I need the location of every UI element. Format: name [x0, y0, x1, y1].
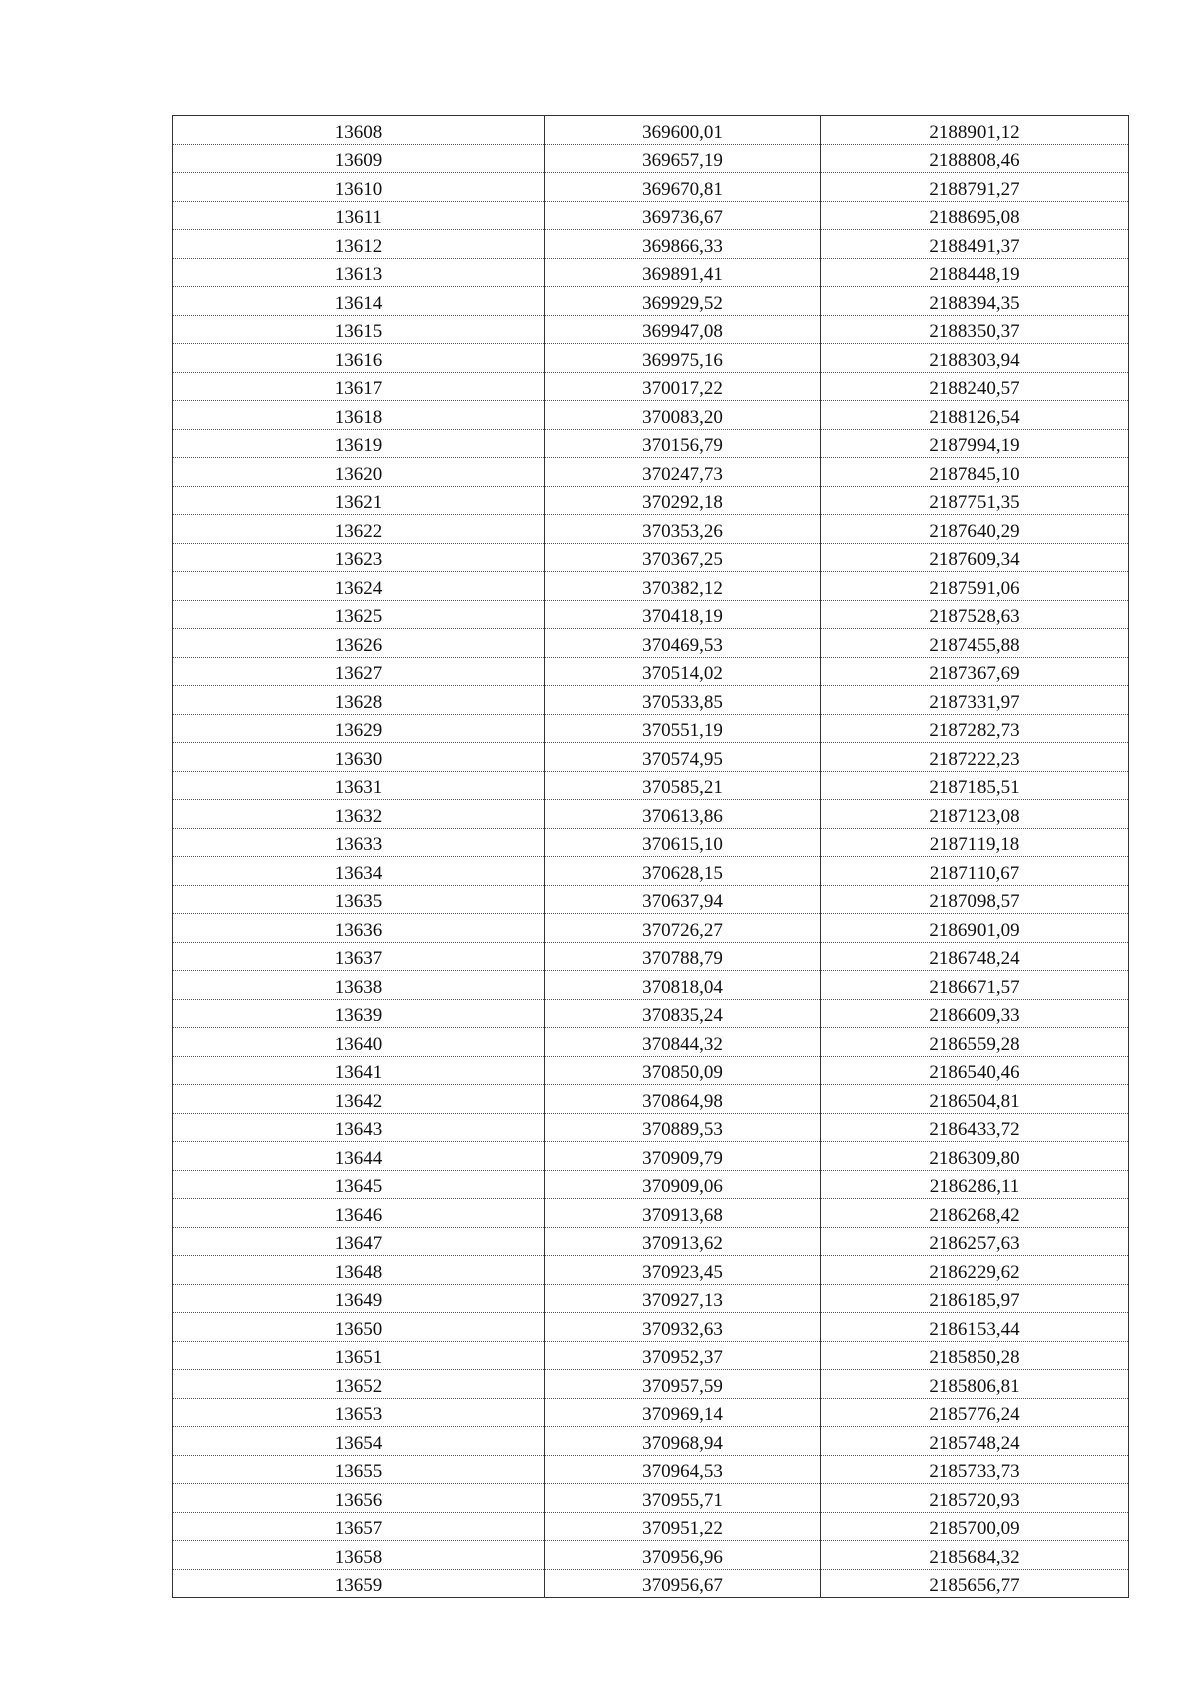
y-coordinate-cell: 2188394,35 [821, 287, 1129, 316]
x-coordinate-cell: 369670,81 [545, 173, 821, 202]
table-row [173, 258, 1129, 287]
table-row [173, 914, 1129, 943]
point-number-cell: 13626 [173, 629, 545, 658]
y-coordinate-cell: 2188491,37 [821, 230, 1129, 259]
point-number-cell: 13611 [173, 201, 545, 230]
point-number-cell: 13615 [173, 315, 545, 344]
point-number-cell: 13657 [173, 1512, 545, 1541]
y-coordinate-cell: 2187845,10 [821, 458, 1129, 487]
y-coordinate-cell: 2186309,80 [821, 1142, 1129, 1171]
x-coordinate-cell: 370367,25 [545, 543, 821, 572]
x-coordinate-cell: 370864,98 [545, 1085, 821, 1114]
point-number-cell: 13638 [173, 971, 545, 1000]
table-row [173, 1256, 1129, 1285]
table-row [173, 1484, 1129, 1513]
point-number-cell: 13654 [173, 1427, 545, 1456]
table-row [173, 971, 1129, 1000]
x-coordinate-cell: 370382,12 [545, 572, 821, 601]
y-coordinate-cell: 2188303,94 [821, 344, 1129, 373]
x-coordinate-cell: 370247,73 [545, 458, 821, 487]
table-row [173, 1370, 1129, 1399]
point-number-cell: 13633 [173, 828, 545, 857]
table-row [173, 600, 1129, 629]
table-row [173, 572, 1129, 601]
table-row [173, 543, 1129, 572]
x-coordinate-cell: 370613,86 [545, 800, 821, 829]
table-row [173, 885, 1129, 914]
table-row [173, 1199, 1129, 1228]
y-coordinate-cell: 2187119,18 [821, 828, 1129, 857]
y-coordinate-cell: 2186286,11 [821, 1170, 1129, 1199]
table-row [173, 743, 1129, 772]
table-row [173, 686, 1129, 715]
y-coordinate-cell: 2187123,08 [821, 800, 1129, 829]
point-number-cell: 13614 [173, 287, 545, 316]
x-coordinate-cell: 370418,19 [545, 600, 821, 629]
table-row [173, 1455, 1129, 1484]
y-coordinate-cell: 2185748,24 [821, 1427, 1129, 1456]
y-coordinate-cell: 2186901,09 [821, 914, 1129, 943]
y-coordinate-cell: 2187222,23 [821, 743, 1129, 772]
y-coordinate-cell: 2186559,28 [821, 1028, 1129, 1057]
x-coordinate-cell: 369975,16 [545, 344, 821, 373]
y-coordinate-cell: 2185684,32 [821, 1541, 1129, 1570]
x-coordinate-cell: 369866,33 [545, 230, 821, 259]
x-coordinate-cell: 369947,08 [545, 315, 821, 344]
point-number-cell: 13634 [173, 857, 545, 886]
table-row [173, 1170, 1129, 1199]
x-coordinate-cell: 369929,52 [545, 287, 821, 316]
y-coordinate-cell: 2185656,77 [821, 1569, 1129, 1598]
table-row [173, 372, 1129, 401]
y-coordinate-cell: 2185850,28 [821, 1341, 1129, 1370]
point-number-cell: 13621 [173, 486, 545, 515]
y-coordinate-cell: 2186433,72 [821, 1113, 1129, 1142]
x-coordinate-cell: 370469,53 [545, 629, 821, 658]
table-row [173, 714, 1129, 743]
table-row [173, 458, 1129, 487]
x-coordinate-cell: 369891,41 [545, 258, 821, 287]
y-coordinate-cell: 2185720,93 [821, 1484, 1129, 1513]
table-row [173, 401, 1129, 430]
table-row [173, 1142, 1129, 1171]
table-row [173, 515, 1129, 544]
point-number-cell: 13619 [173, 429, 545, 458]
point-number-cell: 13636 [173, 914, 545, 943]
x-coordinate-cell: 370957,59 [545, 1370, 821, 1399]
point-number-cell: 13618 [173, 401, 545, 430]
table-row [173, 1113, 1129, 1142]
table-row [173, 1284, 1129, 1313]
point-number-cell: 13641 [173, 1056, 545, 1085]
y-coordinate-cell: 2185700,09 [821, 1512, 1129, 1541]
x-coordinate-cell: 370533,85 [545, 686, 821, 715]
x-coordinate-cell: 370923,45 [545, 1256, 821, 1285]
point-number-cell: 13647 [173, 1227, 545, 1256]
table-row [173, 486, 1129, 515]
y-coordinate-cell: 2187185,51 [821, 771, 1129, 800]
x-coordinate-cell: 370909,06 [545, 1170, 821, 1199]
table-row [173, 1056, 1129, 1085]
x-coordinate-cell: 370615,10 [545, 828, 821, 857]
y-coordinate-cell: 2188791,27 [821, 173, 1129, 202]
x-coordinate-cell: 370726,27 [545, 914, 821, 943]
y-coordinate-cell: 2188350,37 [821, 315, 1129, 344]
y-coordinate-cell: 2185806,81 [821, 1370, 1129, 1399]
x-coordinate-cell: 370585,21 [545, 771, 821, 800]
y-coordinate-cell: 2188808,46 [821, 144, 1129, 173]
coordinates-table [172, 115, 1129, 1598]
y-coordinate-cell: 2186609,33 [821, 999, 1129, 1028]
y-coordinate-cell: 2186671,57 [821, 971, 1129, 1000]
table-row [173, 344, 1129, 373]
x-coordinate-cell: 369600,01 [545, 116, 821, 145]
point-number-cell: 13655 [173, 1455, 545, 1484]
table-row [173, 629, 1129, 658]
x-coordinate-cell: 370551,19 [545, 714, 821, 743]
table-row [173, 657, 1129, 686]
y-coordinate-cell: 2187640,29 [821, 515, 1129, 544]
point-number-cell: 13629 [173, 714, 545, 743]
table-row [173, 1512, 1129, 1541]
point-number-cell: 13637 [173, 942, 545, 971]
point-number-cell: 13645 [173, 1170, 545, 1199]
y-coordinate-cell: 2186257,63 [821, 1227, 1129, 1256]
table-row [173, 173, 1129, 202]
point-number-cell: 13631 [173, 771, 545, 800]
table-row [173, 942, 1129, 971]
table-row [173, 1541, 1129, 1570]
y-coordinate-cell: 2186504,81 [821, 1085, 1129, 1114]
table-row [173, 1227, 1129, 1256]
point-number-cell: 13642 [173, 1085, 545, 1114]
x-coordinate-cell: 370156,79 [545, 429, 821, 458]
point-number-cell: 13653 [173, 1398, 545, 1427]
x-coordinate-cell: 370913,68 [545, 1199, 821, 1228]
x-coordinate-cell: 370913,62 [545, 1227, 821, 1256]
table-row [173, 144, 1129, 173]
x-coordinate-cell: 369657,19 [545, 144, 821, 173]
table-row [173, 999, 1129, 1028]
table-row [173, 1028, 1129, 1057]
y-coordinate-cell: 2187591,06 [821, 572, 1129, 601]
point-number-cell: 13622 [173, 515, 545, 544]
x-coordinate-cell: 370969,14 [545, 1398, 821, 1427]
y-coordinate-cell: 2188695,08 [821, 201, 1129, 230]
y-coordinate-cell: 2186229,62 [821, 1256, 1129, 1285]
x-coordinate-cell: 370909,79 [545, 1142, 821, 1171]
y-coordinate-cell: 2188901,12 [821, 116, 1129, 145]
y-coordinate-cell: 2188126,54 [821, 401, 1129, 430]
y-coordinate-cell: 2186153,44 [821, 1313, 1129, 1342]
x-coordinate-cell: 370637,94 [545, 885, 821, 914]
y-coordinate-cell: 2187751,35 [821, 486, 1129, 515]
y-coordinate-cell: 2187528,63 [821, 600, 1129, 629]
point-number-cell: 13627 [173, 657, 545, 686]
point-number-cell: 13623 [173, 543, 545, 572]
x-coordinate-cell: 370017,22 [545, 372, 821, 401]
y-coordinate-cell: 2186540,46 [821, 1056, 1129, 1085]
x-coordinate-cell: 370968,94 [545, 1427, 821, 1456]
table-row [173, 1569, 1129, 1598]
point-number-cell: 13656 [173, 1484, 545, 1513]
x-coordinate-cell: 370927,13 [545, 1284, 821, 1313]
x-coordinate-cell: 370818,04 [545, 971, 821, 1000]
point-number-cell: 13649 [173, 1284, 545, 1313]
point-number-cell: 13612 [173, 230, 545, 259]
point-number-cell: 13639 [173, 999, 545, 1028]
y-coordinate-cell: 2187994,19 [821, 429, 1129, 458]
table-row [173, 429, 1129, 458]
table-row [173, 857, 1129, 886]
y-coordinate-cell: 2187331,97 [821, 686, 1129, 715]
table-row [173, 1427, 1129, 1456]
x-coordinate-cell: 370956,67 [545, 1569, 821, 1598]
x-coordinate-cell: 370083,20 [545, 401, 821, 430]
point-number-cell: 13644 [173, 1142, 545, 1171]
point-number-cell: 13652 [173, 1370, 545, 1399]
x-coordinate-cell: 370952,37 [545, 1341, 821, 1370]
y-coordinate-cell: 2187098,57 [821, 885, 1129, 914]
point-number-cell: 13625 [173, 600, 545, 629]
y-coordinate-cell: 2185776,24 [821, 1398, 1129, 1427]
table-row [173, 315, 1129, 344]
y-coordinate-cell: 2187367,69 [821, 657, 1129, 686]
point-number-cell: 13643 [173, 1113, 545, 1142]
point-number-cell: 13640 [173, 1028, 545, 1057]
point-number-cell: 13613 [173, 258, 545, 287]
point-number-cell: 13658 [173, 1541, 545, 1570]
y-coordinate-cell: 2185733,73 [821, 1455, 1129, 1484]
x-coordinate-cell: 370844,32 [545, 1028, 821, 1057]
point-number-cell: 13624 [173, 572, 545, 601]
table-row [173, 1085, 1129, 1114]
table-row [173, 201, 1129, 230]
y-coordinate-cell: 2188240,57 [821, 372, 1129, 401]
x-coordinate-cell: 370964,53 [545, 1455, 821, 1484]
point-number-cell: 13620 [173, 458, 545, 487]
y-coordinate-cell: 2187455,88 [821, 629, 1129, 658]
coordinates-table-body [173, 116, 1129, 1598]
table-row [173, 1398, 1129, 1427]
y-coordinate-cell: 2186185,97 [821, 1284, 1129, 1313]
x-coordinate-cell: 370514,02 [545, 657, 821, 686]
x-coordinate-cell: 370889,53 [545, 1113, 821, 1142]
table-row [173, 771, 1129, 800]
table-row [173, 800, 1129, 829]
x-coordinate-cell: 370292,18 [545, 486, 821, 515]
x-coordinate-cell: 370788,79 [545, 942, 821, 971]
point-number-cell: 13659 [173, 1569, 545, 1598]
x-coordinate-cell: 370353,26 [545, 515, 821, 544]
point-number-cell: 13632 [173, 800, 545, 829]
point-number-cell: 13616 [173, 344, 545, 373]
table-row [173, 828, 1129, 857]
x-coordinate-cell: 370574,95 [545, 743, 821, 772]
x-coordinate-cell: 370955,71 [545, 1484, 821, 1513]
y-coordinate-cell: 2187110,67 [821, 857, 1129, 886]
x-coordinate-cell: 369736,67 [545, 201, 821, 230]
point-number-cell: 13609 [173, 144, 545, 173]
point-number-cell: 13646 [173, 1199, 545, 1228]
point-number-cell: 13635 [173, 885, 545, 914]
point-number-cell: 13617 [173, 372, 545, 401]
x-coordinate-cell: 370628,15 [545, 857, 821, 886]
x-coordinate-cell: 370951,22 [545, 1512, 821, 1541]
y-coordinate-cell: 2187282,73 [821, 714, 1129, 743]
y-coordinate-cell: 2186748,24 [821, 942, 1129, 971]
x-coordinate-cell: 370932,63 [545, 1313, 821, 1342]
x-coordinate-cell: 370850,09 [545, 1056, 821, 1085]
table-row [173, 1341, 1129, 1370]
point-number-cell: 13630 [173, 743, 545, 772]
table-row [173, 1313, 1129, 1342]
point-number-cell: 13610 [173, 173, 545, 202]
table-row [173, 287, 1129, 316]
point-number-cell: 13650 [173, 1313, 545, 1342]
x-coordinate-cell: 370956,96 [545, 1541, 821, 1570]
point-number-cell: 13651 [173, 1341, 545, 1370]
y-coordinate-cell: 2188448,19 [821, 258, 1129, 287]
y-coordinate-cell: 2186268,42 [821, 1199, 1129, 1228]
point-number-cell: 13648 [173, 1256, 545, 1285]
table-row [173, 116, 1129, 145]
point-number-cell: 13608 [173, 116, 545, 145]
table-row [173, 230, 1129, 259]
x-coordinate-cell: 370835,24 [545, 999, 821, 1028]
y-coordinate-cell: 2187609,34 [821, 543, 1129, 572]
point-number-cell: 13628 [173, 686, 545, 715]
